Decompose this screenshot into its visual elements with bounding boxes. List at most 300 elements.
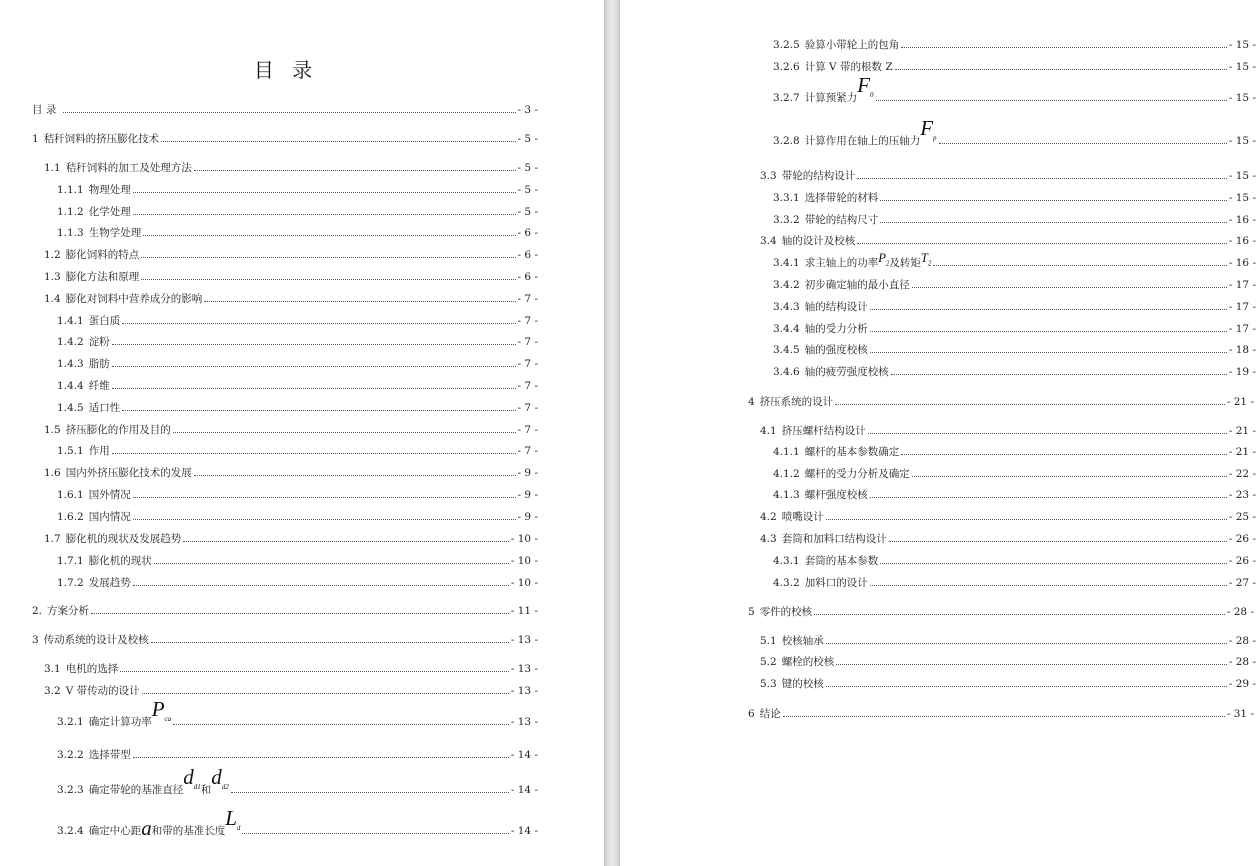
toc-entry-label: 轴的结构设计 xyxy=(804,301,868,313)
toc-page-number: - 10 - xyxy=(510,555,538,567)
toc-entry-label: 适口性 xyxy=(88,402,121,414)
toc-page-number: - 14 - xyxy=(510,749,538,761)
toc-page-number: - 16 - xyxy=(1228,235,1256,247)
toc-entry-number: 1.4.3 xyxy=(57,358,84,370)
toc-entry[interactable] xyxy=(44,527,538,545)
math-symbol: $P_2$ xyxy=(878,250,890,267)
dot-leader xyxy=(876,100,1227,101)
dot-leader xyxy=(231,792,509,793)
toc-entry-number: 3.2.1 xyxy=(57,716,84,728)
toc-entry-label: 方案分析 xyxy=(47,605,90,617)
dot-leader xyxy=(870,331,1227,332)
dot-leader xyxy=(912,476,1227,477)
toc-entry[interactable] xyxy=(57,571,538,589)
toc-entry[interactable] xyxy=(32,98,538,116)
dot-leader xyxy=(120,671,509,672)
toc-entry-number: 4.1.3 xyxy=(773,489,800,501)
toc-page-number: - 28 - xyxy=(1228,635,1256,647)
toc-entry-label: 化学处理 xyxy=(88,206,131,218)
toc-entry-number: 1.6.1 xyxy=(57,489,84,501)
toc-entry[interactable] xyxy=(57,330,538,348)
toc-entry[interactable] xyxy=(773,72,1256,104)
toc-entry-number: 3.3.1 xyxy=(773,192,800,204)
toc-page-number: - 7 - xyxy=(517,293,538,305)
toc-page-number: - 17 - xyxy=(1228,279,1256,291)
toc-entry-number: 1.2 xyxy=(44,249,61,261)
dot-leader xyxy=(133,214,516,215)
math-subscript: 0 xyxy=(870,91,874,99)
dot-leader xyxy=(814,614,1225,615)
math-symbol: a xyxy=(141,816,152,840)
toc-entry-label: 选择带轮的材料 xyxy=(804,192,879,204)
toc-entry-label: 确定带轮的基准直径 xyxy=(88,784,184,796)
math-subscript: p xyxy=(933,134,937,142)
math-subscript: d xyxy=(236,824,241,832)
toc-entry[interactable] xyxy=(44,243,538,261)
toc-entry-label: 确定计算功率 xyxy=(88,716,152,728)
math-subscript: ca xyxy=(164,715,172,723)
toc-page-number: - 13 - xyxy=(510,716,538,728)
toc-page-number: - 10 - xyxy=(510,577,538,589)
math-symbol: $L_d$ xyxy=(225,805,241,832)
toc-page-number: - 15 - xyxy=(1228,39,1256,51)
dot-leader xyxy=(112,388,516,389)
toc-entry-number: 1.4.5 xyxy=(57,402,84,414)
dot-leader xyxy=(183,541,509,542)
toc-entry-label: 膨化方法和原理 xyxy=(65,271,140,283)
toc-page-number: - 10 - xyxy=(510,533,538,545)
toc-entry-label: 计算预紧力 xyxy=(804,92,858,104)
page-gutter xyxy=(604,0,620,866)
toc-entry-label: 确定中心距 xyxy=(88,825,142,837)
math-symbol: $d_{d1}$ xyxy=(183,764,201,791)
dot-leader xyxy=(112,366,516,367)
toc-page-number: - 14 - xyxy=(510,825,538,837)
toc-entry-label: 键的校核 xyxy=(781,678,824,690)
toc-entry[interactable] xyxy=(760,629,1256,647)
toc-entry-label: 套筒和加料口结构设计 xyxy=(781,533,887,545)
toc-page-number: - 5 - xyxy=(517,162,538,174)
toc-page-number: - 23 - xyxy=(1228,489,1256,501)
dot-leader xyxy=(141,279,515,280)
toc-entry-label: V 带传动的设计 xyxy=(65,685,140,697)
math-subscript: 2 xyxy=(885,259,890,267)
toc-entry-label: 选择带型 xyxy=(88,749,131,761)
toc-entry-number: 1.7 xyxy=(44,533,61,545)
math-symbol: $P_{ca}$ xyxy=(151,696,172,723)
toc-entry-label: 膨化饲料的特点 xyxy=(65,249,140,261)
toc-entry-label: 膨化机的现状及发展趋势 xyxy=(65,533,182,545)
toc-entry[interactable] xyxy=(44,418,538,436)
math-subscript: 2 xyxy=(927,259,932,267)
dot-leader xyxy=(836,664,1227,665)
toc-entry-number: 1.7.2 xyxy=(57,577,84,589)
toc-page-number: - 7 - xyxy=(517,336,538,348)
toc-entry[interactable] xyxy=(773,338,1256,356)
toc-page-number: - 13 - xyxy=(510,634,538,646)
toc-entry-number: 3.2.8 xyxy=(773,135,800,147)
toc-entry-number: 3.3.2 xyxy=(773,214,800,226)
toc-entry-label: 计算作用在轴上的压轴力 xyxy=(804,135,921,147)
toc-entry-label: 初步确定轴的最小直径 xyxy=(804,279,910,291)
toc-page-number: - 17 - xyxy=(1228,323,1256,335)
toc-entry-number: 3.2.7 xyxy=(773,92,800,104)
toc-entry-number: 3.2.6 xyxy=(773,61,800,73)
toc-entry-number: 2. xyxy=(32,605,43,617)
toc-entry-label: 挤压系统的设计 xyxy=(759,396,834,408)
toc-entry[interactable] xyxy=(57,483,538,501)
toc-page-number: - 13 - xyxy=(510,663,538,675)
toc-entry-number: 1.3 xyxy=(44,271,61,283)
toc-entry-number: 1 xyxy=(32,133,39,145)
toc-entry[interactable] xyxy=(773,295,1256,313)
toc-entry-number: 1.1.2 xyxy=(57,206,84,218)
toc-entry[interactable] xyxy=(760,505,1256,523)
toc-entry-number: 4.1.1 xyxy=(773,446,800,458)
toc-page-number: - 9 - xyxy=(517,467,538,479)
toc-entry[interactable] xyxy=(57,696,538,728)
toc-entry-number: 1.6.2 xyxy=(57,511,84,523)
dot-leader xyxy=(835,404,1225,405)
math-symbol: $F_0$ xyxy=(857,72,874,99)
toc-page-number: - 16 - xyxy=(1228,214,1256,226)
dot-leader xyxy=(194,475,516,476)
toc-page-number: - 15 - xyxy=(1228,192,1256,204)
toc-entry[interactable] xyxy=(32,127,538,145)
dot-leader xyxy=(870,352,1227,353)
toc-entry[interactable] xyxy=(773,483,1256,501)
toc-page-number: - 7 - xyxy=(517,315,538,327)
dot-leader xyxy=(870,497,1227,498)
dot-leader xyxy=(204,301,515,302)
toc-entry[interactable] xyxy=(773,115,1256,147)
toc-entry[interactable] xyxy=(57,396,538,414)
toc-entry[interactable] xyxy=(44,679,538,697)
toc-entry-label: 传动系统的设计及校核 xyxy=(43,634,149,646)
dot-leader xyxy=(901,47,1227,48)
dot-leader xyxy=(151,642,509,643)
toc-entry-number: 3.4.1 xyxy=(773,257,800,269)
dot-leader xyxy=(133,192,516,193)
toc-entry-label: 脂肪 xyxy=(88,358,110,370)
toc-page-number: - 15 - xyxy=(1228,170,1256,182)
dot-leader xyxy=(133,497,516,498)
dot-leader xyxy=(880,563,1227,564)
toc-entry-number: 1.1 xyxy=(44,162,61,174)
toc-page-number: - 14 - xyxy=(510,784,538,796)
toc-page-number: - 21 - xyxy=(1226,396,1254,408)
toc-title: 目 录 xyxy=(253,58,319,82)
dot-leader xyxy=(901,454,1227,455)
toc-entry[interactable] xyxy=(44,265,538,283)
toc-entry[interactable] xyxy=(773,33,1256,51)
toc-entry[interactable] xyxy=(760,672,1256,690)
dot-leader xyxy=(143,235,515,236)
toc-entry-number: 5.2 xyxy=(760,656,777,668)
dot-leader xyxy=(173,724,509,725)
toc-entry[interactable] xyxy=(773,571,1256,589)
toc-entry-number: 3.2.3 xyxy=(57,784,84,796)
toc-entry-label: 淀粉 xyxy=(88,336,110,348)
dot-leader xyxy=(880,200,1227,201)
toc-entry[interactable] xyxy=(57,374,538,392)
toc-page-number: - 9 - xyxy=(517,489,538,501)
toc-entry-label: 轴的受力分析 xyxy=(804,323,868,335)
toc-entry[interactable] xyxy=(57,178,538,196)
toc-entry-label: 国内情况 xyxy=(88,511,131,523)
dot-leader xyxy=(133,519,516,520)
toc-entry[interactable] xyxy=(57,505,538,523)
toc-entry[interactable] xyxy=(57,352,538,370)
toc-entry-number: 3 xyxy=(32,634,39,646)
toc-entry[interactable] xyxy=(57,439,538,457)
dot-leader xyxy=(194,170,516,171)
toc-entry-number: 4.3.2 xyxy=(773,577,800,589)
toc-entry-label: 零件的校核 xyxy=(759,606,813,618)
toc-entry[interactable] xyxy=(773,186,1256,204)
toc-entry[interactable] xyxy=(44,287,538,305)
dot-leader xyxy=(826,643,1227,644)
toc-entry[interactable] xyxy=(773,360,1256,378)
toc-page-number: - 19 - xyxy=(1228,366,1256,378)
toc-entry-label: 带轮的结构尺寸 xyxy=(804,214,879,226)
math-symbol: $F_p$ xyxy=(920,115,937,142)
toc-entry[interactable] xyxy=(773,317,1256,335)
math-symbol: $d_{d2}$ xyxy=(211,764,229,791)
toc-entry[interactable] xyxy=(760,419,1256,437)
toc-page-number: - 7 - xyxy=(517,445,538,457)
toc-entry-label: 物理处理 xyxy=(88,184,131,196)
toc-page-number: - 27 - xyxy=(1228,577,1256,589)
toc-entry-label: 套筒的基本参数 xyxy=(804,555,879,567)
toc-entry[interactable] xyxy=(44,461,538,479)
dot-leader xyxy=(122,410,515,411)
toc-page-number: - 5 - xyxy=(517,133,538,145)
toc-entry-number: 3.2.5 xyxy=(773,39,800,51)
toc-entry[interactable] xyxy=(773,440,1256,458)
toc-entry-number: 4 xyxy=(748,396,755,408)
toc-entry-number: 4.1.2 xyxy=(773,468,800,480)
document-page-right xyxy=(620,0,1256,866)
toc-page-number: - 15 - xyxy=(1228,135,1256,147)
toc-page-number: - 31 - xyxy=(1226,708,1254,720)
toc-entry-label: 校核轴承 xyxy=(781,635,824,647)
toc-entry-number: 3.2.4 xyxy=(57,825,84,837)
dot-leader xyxy=(895,69,1227,70)
dot-leader xyxy=(122,323,515,324)
toc-page-number: - 6 - xyxy=(517,227,538,239)
toc-page-number: - 29 - xyxy=(1228,678,1256,690)
toc-entry-label: 螺杆的基本参数确定 xyxy=(804,446,900,458)
toc-entry[interactable] xyxy=(57,200,538,218)
toc-entry-number: 1.4 xyxy=(44,293,61,305)
toc-page-number: - 21 - xyxy=(1228,446,1256,458)
toc-page-number: - 7 - xyxy=(517,380,538,392)
toc-page-number: - 5 - xyxy=(517,206,538,218)
toc-entry[interactable] xyxy=(773,273,1256,291)
toc-entry-label: 轴的疲劳强度校核 xyxy=(804,366,889,378)
toc-entry-number: 3.4.5 xyxy=(773,344,800,356)
toc-entry-label: 加料口的设计 xyxy=(804,577,868,589)
toc-page-number: - 5 - xyxy=(517,184,538,196)
math-symbol: $T_2$ xyxy=(920,250,932,267)
dot-leader xyxy=(154,563,509,564)
toc-entry[interactable] xyxy=(773,55,1256,73)
toc-entry[interactable] xyxy=(32,628,538,646)
toc-page-number: - 25 - xyxy=(1228,511,1256,523)
dot-leader xyxy=(857,178,1227,179)
toc-entry-number: 1.4.4 xyxy=(57,380,84,392)
toc-entry-number: 1.1.3 xyxy=(57,227,84,239)
dot-leader xyxy=(91,613,509,614)
dot-leader xyxy=(912,287,1227,288)
toc-entry-number: 4.3 xyxy=(760,533,777,545)
toc-entry[interactable] xyxy=(748,390,1254,408)
toc-entry-label: 带轮的结构设计 xyxy=(781,170,856,182)
toc-entry-label: 作用 xyxy=(88,445,110,457)
toc-entry-label: 国内外挤压膨化技术的发展 xyxy=(65,467,192,479)
dot-leader xyxy=(826,686,1227,687)
toc-entry-number: 3.4 xyxy=(760,235,777,247)
toc-entry-number: 3.4.6 xyxy=(773,366,800,378)
toc-entry-label-cont: 和带的基准长度 xyxy=(151,825,226,837)
toc-entry-number: 目 录 xyxy=(32,104,57,116)
toc-entry-label: 挤压膨化的作用及目的 xyxy=(65,424,171,436)
toc-page-number: - 11 - xyxy=(510,605,538,617)
toc-page-number: - 6 - xyxy=(517,249,538,261)
toc-entry[interactable] xyxy=(44,657,538,675)
toc-entry[interactable] xyxy=(773,208,1256,226)
toc-entry-label: 求主轴上的功率 xyxy=(804,257,879,269)
toc-page-number: - 6 - xyxy=(517,271,538,283)
toc-entry-label: 轴的设计及校核 xyxy=(781,235,856,247)
toc-entry-number: 1.7.1 xyxy=(57,555,84,567)
toc-entry[interactable] xyxy=(32,599,538,617)
dot-leader xyxy=(870,585,1227,586)
dot-leader xyxy=(783,716,1225,717)
dot-leader xyxy=(880,222,1227,223)
toc-entry-label: 秸秆饲料的加工及处理方法 xyxy=(65,162,192,174)
toc-entry-label: 膨化机的现状 xyxy=(88,555,152,567)
dot-leader xyxy=(142,693,509,694)
toc-entry-label: 膨化对饲料中营养成分的影响 xyxy=(65,293,203,305)
dot-leader xyxy=(868,433,1227,434)
toc-page-number: - 22 - xyxy=(1228,468,1256,480)
toc-entry[interactable] xyxy=(760,650,1256,668)
toc-page-number: - 28 - xyxy=(1226,606,1254,618)
toc-entry[interactable] xyxy=(57,309,538,327)
dot-leader xyxy=(826,519,1227,520)
dot-leader xyxy=(161,141,515,142)
dot-leader xyxy=(891,374,1227,375)
toc-entry-label: 秸秆饲料的挤压膨化技术 xyxy=(43,133,160,145)
toc-entry-number: 1.6 xyxy=(44,467,61,479)
toc-entry-label: 螺杆的受力分析及确定 xyxy=(804,468,910,480)
dot-leader xyxy=(939,143,1227,144)
toc-page-number: - 9 - xyxy=(517,511,538,523)
toc-entry[interactable] xyxy=(760,229,1256,247)
toc-entry[interactable] xyxy=(773,251,1256,269)
toc-entry-number: 4.1 xyxy=(760,425,777,437)
toc-entry-label: 验算小带轮上的包角 xyxy=(804,39,900,51)
math-subscript: d2 xyxy=(221,783,229,791)
toc-page-number: - 17 - xyxy=(1228,301,1256,313)
toc-entry[interactable] xyxy=(44,156,538,174)
document-page-left xyxy=(0,0,604,866)
toc-entry-number: 3.4.2 xyxy=(773,279,800,291)
toc-entry-label: 生物学处理 xyxy=(88,227,142,239)
toc-entry[interactable] xyxy=(748,702,1254,720)
toc-page-number: - 18 - xyxy=(1228,344,1256,356)
toc-page-number: - 15 - xyxy=(1228,61,1256,73)
toc-entry-label: 结论 xyxy=(759,708,781,720)
toc-page-number: - 7 - xyxy=(517,358,538,370)
toc-entry-number: 3.3 xyxy=(760,170,777,182)
toc-entry[interactable] xyxy=(773,549,1256,567)
toc-entry-label: 发展趋势 xyxy=(88,577,131,589)
toc-entry[interactable] xyxy=(57,743,538,761)
toc-page-number: - 28 - xyxy=(1228,656,1256,668)
toc-entry-number: 3.2 xyxy=(44,685,61,697)
math-subscript: d1 xyxy=(193,783,201,791)
toc-entry-label: 纤维 xyxy=(88,380,110,392)
toc-entry-number: 5 xyxy=(748,606,755,618)
toc-page-number: - 16 - xyxy=(1228,257,1256,269)
toc-entry[interactable] xyxy=(57,764,538,796)
toc-entry-label: 蛋白质 xyxy=(88,315,121,327)
toc-page-number: - 3 - xyxy=(517,104,538,116)
toc-entry-number: 1.5 xyxy=(44,424,61,436)
toc-entry-label: 国外情况 xyxy=(88,489,131,501)
toc-entry-number: 1.4.2 xyxy=(57,336,84,348)
toc-entry-number: 3.2.2 xyxy=(57,749,84,761)
toc-entry[interactable] xyxy=(57,221,538,239)
toc-page-number: - 21 - xyxy=(1228,425,1256,437)
toc-entry-label-cont: 及转矩 xyxy=(889,257,921,269)
toc-entry[interactable] xyxy=(760,527,1256,545)
dot-leader xyxy=(242,833,508,834)
dot-leader xyxy=(112,344,516,345)
dot-leader xyxy=(112,453,516,454)
toc-entry-label: 电机的选择 xyxy=(65,663,119,675)
toc-entry-number: 3.4.4 xyxy=(773,323,800,335)
toc-page-number: - 7 - xyxy=(517,402,538,414)
toc-entry-number: 1.1.1 xyxy=(57,184,84,196)
toc-page-number: - 7 - xyxy=(517,424,538,436)
dot-leader xyxy=(63,112,515,113)
toc-page-number: - 26 - xyxy=(1228,555,1256,567)
toc-entry-label: 挤压螺杆结构设计 xyxy=(781,425,866,437)
toc-entry[interactable] xyxy=(760,164,1256,182)
dot-leader xyxy=(870,309,1227,310)
toc-page-number: - 26 - xyxy=(1228,533,1256,545)
toc-entry[interactable] xyxy=(748,600,1254,618)
toc-entry[interactable] xyxy=(773,462,1256,480)
dot-leader xyxy=(933,265,1227,266)
toc-entry[interactable] xyxy=(57,805,538,840)
toc-entry-number: 3.1 xyxy=(44,663,61,675)
dot-leader xyxy=(857,243,1227,244)
toc-entry-number: 4.2 xyxy=(760,511,777,523)
toc-entry[interactable] xyxy=(57,549,538,567)
toc-entry-number: 6 xyxy=(748,708,755,720)
dot-leader xyxy=(133,757,509,758)
toc-entry-number: 5.1 xyxy=(760,635,777,647)
toc-entry-label: 螺栓的校核 xyxy=(781,656,835,668)
toc-entry-label-cont: 和 xyxy=(200,784,212,796)
dot-leader xyxy=(889,541,1227,542)
toc-entry-number: 3.4.3 xyxy=(773,301,800,313)
